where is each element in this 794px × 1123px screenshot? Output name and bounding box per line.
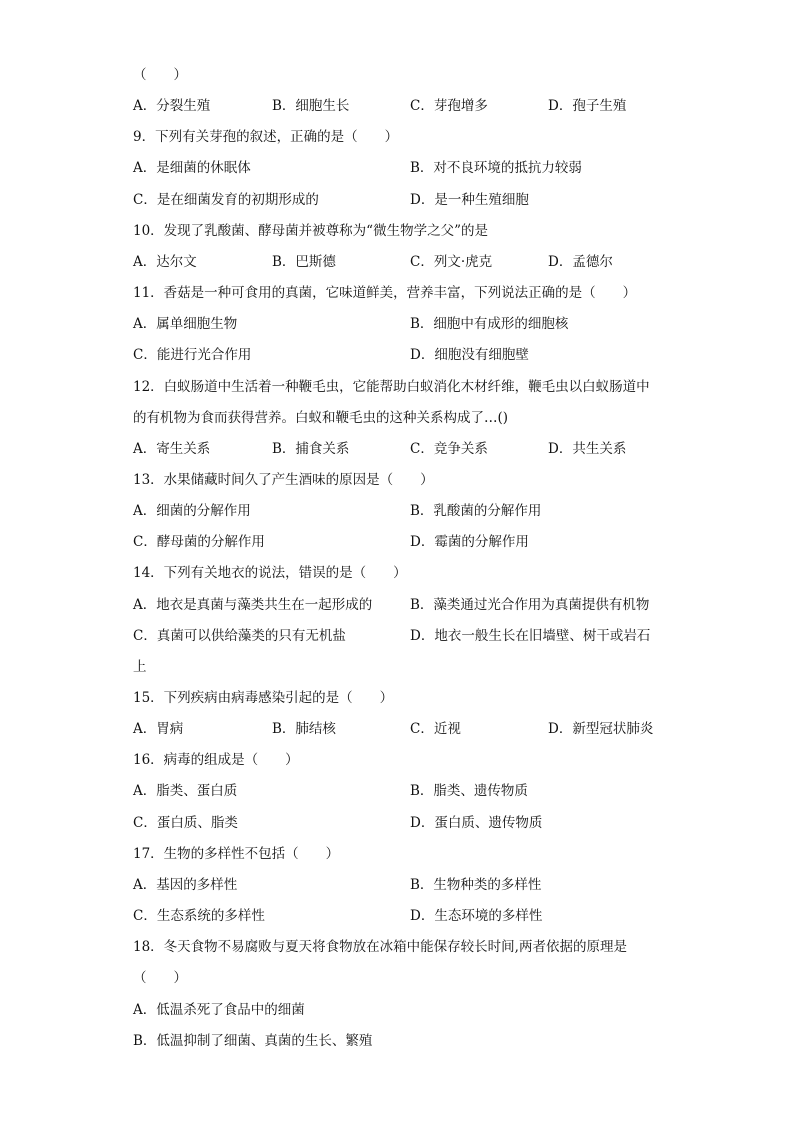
option-b: B．藻类通过光合作用为真菌提供有机物: [410, 596, 650, 613]
options-row: [133, 500, 673, 522]
options-row: [133, 780, 673, 802]
question-line: 上: [133, 658, 147, 675]
options-row: [133, 718, 673, 740]
option-a: C．能进行光合作用: [133, 347, 252, 364]
question-line: A．低温杀死了食品中的细菌: [133, 1001, 305, 1018]
question-line: 11．香菇是一种可食用的真菌，它味道鲜美，营养丰富，下列说法正确的是（ ）: [133, 285, 637, 301]
option-c: C．列文·虎克: [410, 253, 493, 270]
question-line: 13．水果储藏时间久了产生酒味的原因是（ ）: [133, 471, 434, 488]
options-row: [133, 905, 673, 927]
option-a: C．是在细菌发育的初期形成的: [133, 191, 319, 208]
option-a: A．胃病: [133, 721, 184, 738]
question-line: 14．下列有关地衣的说法，错误的是（ ）: [133, 565, 407, 582]
option-a: A．分裂生殖: [133, 98, 211, 115]
option-b: B．对不良环境的抵抗力较弱: [410, 160, 582, 177]
option-c: C．芽孢增多: [410, 98, 488, 115]
options-row: [133, 344, 673, 366]
option-d: D．新型冠状肺炎: [548, 721, 654, 738]
option-b: D．蛋白质、遗传物质: [410, 814, 543, 831]
option-a: A．细菌的分解作用: [133, 503, 251, 520]
option-b: B．生物种类的多样性: [410, 876, 542, 893]
options-row: [133, 251, 673, 273]
option-b: D．细胞没有细胞壁: [410, 347, 529, 364]
question-line: 16．病毒的组成是（ ）: [133, 752, 299, 769]
option-a: A．达尔文: [133, 253, 197, 270]
question-line: 12．白蚁肠道中生活着一种鞭毛虫，它能帮助白蚁消化木材纤维，鞭毛虫以白蚁肠道中: [133, 378, 650, 395]
options-row: [133, 531, 673, 553]
option-a: A．属单细胞生物: [133, 316, 238, 333]
option-b: B．细胞中有成形的细胞核: [410, 316, 569, 333]
option-b: B．脂类、遗传物质: [410, 783, 528, 800]
option-a: C．真菌可以供给藻类的只有无机盐: [133, 627, 346, 644]
option-a: A．基因的多样性: [133, 876, 238, 893]
options-row: [133, 189, 673, 211]
option-b: D．霉菌的分解作用: [410, 534, 529, 551]
option-c: C．竞争关系: [410, 440, 488, 457]
option-b: B．捕食关系: [272, 440, 350, 457]
option-b: D．地衣一般生长在旧墙壁、树干或岩石: [410, 627, 651, 644]
question-line: B．低温抑制了细菌、真菌的生长、繁殖: [133, 1032, 373, 1049]
options-row: [133, 313, 673, 335]
option-b: D．是一种生殖细胞: [410, 191, 529, 208]
question-line: 10．发现了乳酸菌、酵母菌并被尊称为“微生物学之父”的是: [133, 222, 488, 239]
options-row: [133, 812, 673, 834]
option-b: B．细胞生长: [272, 98, 350, 115]
option-b: B．巴斯德: [272, 253, 336, 270]
option-a: A．脂类、蛋白质: [133, 783, 238, 800]
option-a: A．地衣是真菌与藻类共生在一起形成的: [133, 596, 373, 613]
options-row: [133, 594, 673, 616]
question-line: 17．生物的多样性不包括（ ）: [133, 845, 340, 862]
options-row: [133, 438, 673, 460]
question-line: （ ）: [133, 67, 187, 83]
question-line: （ ）: [133, 970, 187, 987]
option-d: D．孢子生殖: [548, 98, 627, 115]
option-a: A．寄生关系: [133, 440, 211, 457]
option-a: A．是细菌的休眠体: [133, 160, 251, 177]
question-line: 18．冬天食物不易腐败与夏天将食物放在冰箱中能保存较长时间,两者依据的原理是: [133, 939, 627, 956]
option-b: D．生态环境的多样性: [410, 908, 543, 924]
option-c: C．近视: [410, 721, 461, 738]
question-line: 15．下列疾病由病毒感染引起的是（ ）: [133, 690, 394, 706]
option-a: C．生态系统的多样性: [133, 908, 265, 924]
option-a: C．蛋白质、脂类: [133, 814, 238, 831]
option-a: C．酵母菌的分解作用: [133, 534, 265, 551]
question-line: 的有机物为食而获得营养。白蚁和鞭毛虫的这种关系构成了…(): [133, 409, 509, 426]
option-b: B．肺结核: [272, 721, 336, 738]
options-row: [133, 95, 673, 117]
question-line: 9．下列有关芽孢的叙述，正确的是（ ）: [133, 129, 399, 146]
option-d: D．共生关系: [548, 440, 627, 457]
option-d: D．孟德尔: [548, 253, 613, 270]
option-b: B．乳酸菌的分解作用: [410, 503, 542, 520]
options-row: [133, 625, 673, 647]
options-row: [133, 157, 673, 179]
options-row: [133, 874, 673, 896]
